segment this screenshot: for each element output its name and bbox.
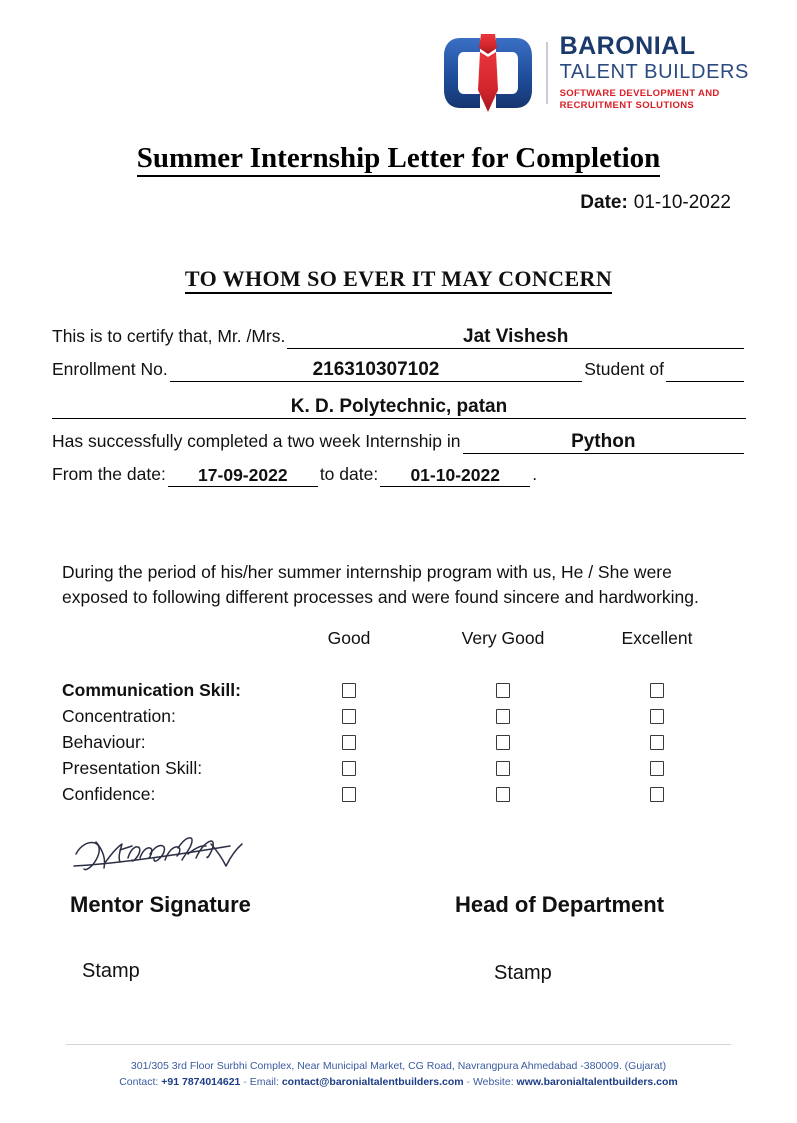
student-of-label: Student of [584, 359, 664, 379]
document-date [580, 192, 731, 214]
table-row [62, 729, 734, 755]
date-value: 01-10-2022 [633, 192, 731, 213]
concern-heading [0, 266, 797, 292]
footer-divider [66, 1044, 731, 1045]
rating-cell [272, 683, 426, 698]
rating-cell [426, 761, 580, 776]
rating-cell [580, 735, 734, 750]
brand-tagline-line1: SOFTWARE DEVELOPMENT AND [559, 88, 720, 100]
ratings-header-row [62, 628, 734, 649]
ratings-column-good: Good [327, 628, 371, 648]
from-date-value: 17-09-2022 [198, 464, 288, 485]
stamp-row [62, 944, 734, 1004]
ratings-column-very-good: Very Good [461, 628, 545, 648]
brand-subname: TALENT BUILDERS [559, 61, 749, 84]
student-name-value: Jat Vishesh [463, 326, 569, 347]
footer-contact-line [0, 1074, 797, 1090]
checkbox-good[interactable] [342, 735, 356, 750]
from-date-label: From the date: [52, 464, 166, 484]
rating-cell [580, 761, 734, 776]
rating-label: Confidence: [62, 783, 156, 804]
footer-address: 301/305 3rd Floor Surbhi Complex, Near Municipal Market, CG Road, Navrangpura Ahmedabad -380009. (Gujarat) [130, 1060, 667, 1072]
rating-cell [272, 787, 426, 802]
footer-contact-label: Contact: [119, 1076, 159, 1089]
institute-field[interactable] [52, 392, 746, 419]
page-title-text: Summer Internship Letter for Completion [137, 142, 661, 177]
ratings-column-excellent: Excellent [621, 628, 693, 648]
student-name-field[interactable] [287, 326, 744, 349]
stamp-label-left: Stamp [82, 960, 140, 982]
checkbox-very-good[interactable] [496, 787, 510, 802]
institute-value: K. D. Polytechnic, patan [290, 396, 508, 417]
checkbox-excellent[interactable] [650, 761, 664, 776]
rating-cell [426, 683, 580, 698]
rating-cell [580, 787, 734, 802]
internship-topic-value: Python [571, 431, 636, 452]
ratings-table [62, 628, 734, 807]
footer-website-label: Website: [472, 1076, 514, 1089]
footer-website[interactable]: www.baronialtalentbuilders.com [516, 1076, 678, 1089]
checkbox-very-good[interactable] [496, 683, 510, 698]
checkbox-very-good[interactable] [496, 709, 510, 724]
certify-prefix-label: This is to certify that, Mr. /Mrs. [52, 326, 286, 346]
enrollment-line [52, 359, 746, 382]
rating-label: Concentration: [62, 705, 176, 726]
rating-cell [272, 761, 426, 776]
enrollment-label: Enrollment No. [52, 359, 168, 379]
handwritten-signature-icon [70, 824, 255, 882]
from-date-field[interactable] [168, 465, 318, 487]
table-row [62, 677, 734, 703]
rating-label: Communication Skill: [62, 679, 241, 700]
rating-label: Behaviour: [62, 731, 146, 752]
head-of-department-label: Head of Department [455, 892, 665, 917]
internship-topic-line [52, 431, 746, 454]
footer-separator-2: - [466, 1076, 471, 1089]
rating-cell [580, 683, 734, 698]
internship-topic-field[interactable] [463, 431, 744, 454]
rating-cell [272, 735, 426, 750]
table-row [62, 703, 734, 729]
footer-phone[interactable]: +91 7874014621 [161, 1076, 241, 1089]
logo-divider [546, 42, 548, 104]
rating-label: Presentation Skill: [62, 757, 203, 778]
rating-cell [426, 735, 580, 750]
rating-cell [426, 787, 580, 802]
rating-cell [272, 709, 426, 724]
internship-prefix-label: Has successfully completed a two week Internship in [52, 431, 461, 451]
brand-tagline [560, 88, 749, 112]
logo-text-block [560, 34, 749, 112]
checkbox-good[interactable] [342, 709, 356, 724]
brand-tagline-line2: RECRUITMENT SOLUTIONS [559, 100, 695, 111]
enrollment-field[interactable] [170, 359, 582, 382]
page-title [0, 142, 797, 175]
period-end-punctuation: . [532, 464, 538, 484]
rating-cell [426, 709, 580, 724]
cd-brackets-necktie-logo-icon [440, 32, 536, 114]
table-row [62, 781, 734, 807]
to-date-field[interactable] [380, 465, 530, 487]
checkbox-good[interactable] [342, 787, 356, 802]
checkbox-good[interactable] [342, 761, 356, 776]
brand-name: BARONIAL [559, 32, 696, 61]
date-label: Date: [580, 192, 628, 213]
checkbox-excellent[interactable] [650, 787, 664, 802]
checkbox-excellent[interactable] [650, 683, 664, 698]
ratings-header-spacer [62, 628, 272, 649]
enrollment-value: 216310307102 [312, 359, 440, 380]
footer-separator-1: - [243, 1076, 247, 1089]
internship-period-line [52, 464, 746, 487]
to-date-label: to date: [319, 464, 379, 484]
company-logo-block [440, 32, 749, 114]
internship-paragraph: During the period of his/her summer internship program with us, He / She were exposed to following different processes and were found sincere and hardworking. [62, 562, 699, 608]
checkbox-very-good[interactable] [496, 735, 510, 750]
table-row [62, 755, 734, 781]
student-of-field[interactable] [666, 359, 744, 382]
checkbox-very-good[interactable] [496, 761, 510, 776]
checkbox-excellent[interactable] [650, 709, 664, 724]
checkbox-good[interactable] [342, 683, 356, 698]
certificate-body [52, 326, 746, 497]
concern-heading-text: TO WHOM SO EVER IT MAY CONCERN [185, 266, 612, 294]
footer-email[interactable]: contact@baronialtalentbuilders.com [281, 1076, 464, 1089]
checkbox-excellent[interactable] [650, 735, 664, 750]
stamp-label-right: Stamp [494, 962, 552, 984]
mentor-signature-label: Mentor Signature [70, 892, 251, 917]
student-name-line [52, 326, 746, 349]
signature-row [62, 824, 734, 934]
to-date-value: 01-10-2022 [410, 464, 500, 485]
footer-email-label: Email: [249, 1076, 279, 1089]
rating-cell [580, 709, 734, 724]
footer [0, 1058, 797, 1091]
signature-area [62, 824, 734, 1004]
ratings-body [62, 677, 734, 807]
